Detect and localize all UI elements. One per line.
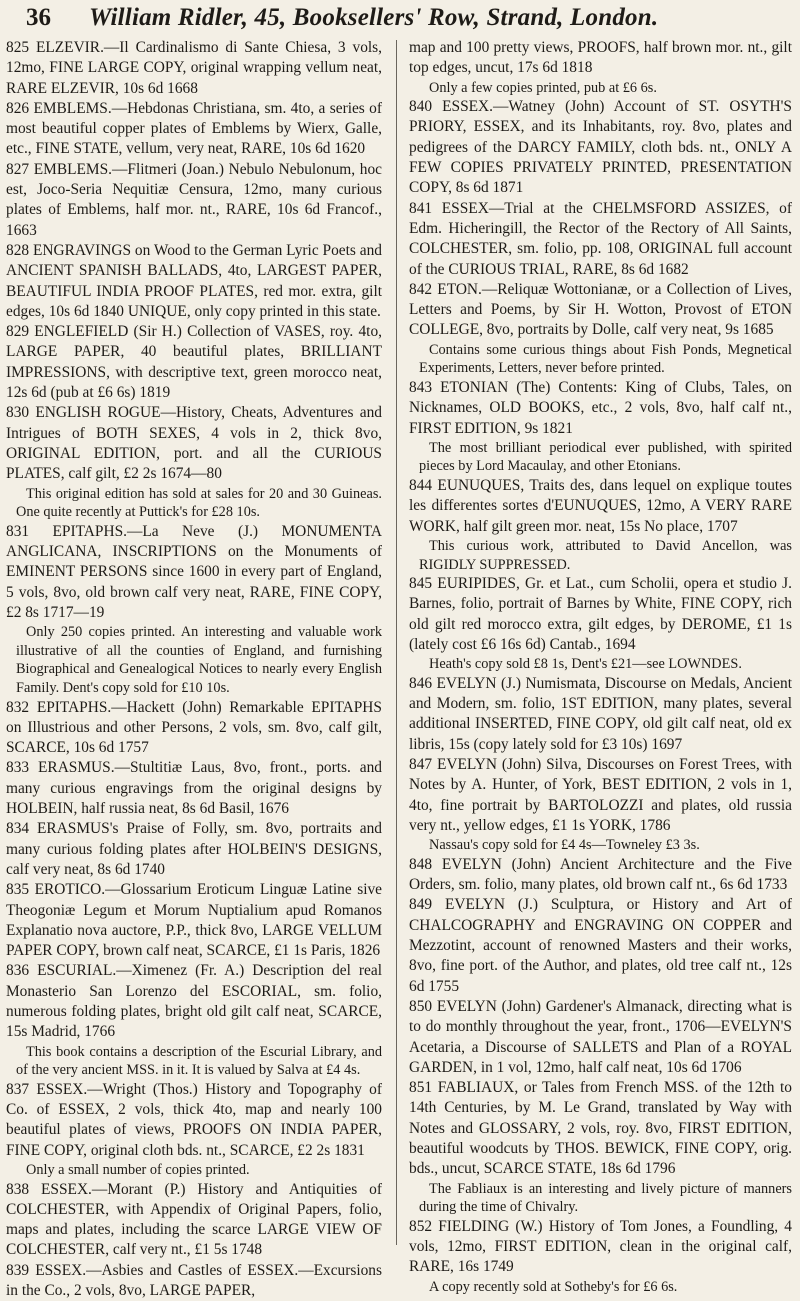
- entry-note: Contains some curious things about Fish Ponds, Megnetical Experiments, Letters, never before printed.: [419, 341, 792, 377]
- column-divider: [396, 40, 397, 1245]
- catalogue-entry: 844 EUNUQUES, Traits des, dans lequel on explique toutes les differentes sortes d'EUNUQUES, 12mo, A VERY RARE WORK, half gilt green mor. neat, 15s No place, 1707: [409, 477, 792, 535]
- entry-note: This book contains a description of the Escurial Library, and of the very ancient MSS. in it. It is valued by Salva at £4 4s.: [16, 1043, 382, 1079]
- catalogue-entry: 843 ETONIAN (The) Contents: King of Clubs, Tales, on Nicknames, OLD BOOKS, etc., 2 vols, 8vo, half calf nt., FIRST EDITION, 9s 1821: [409, 378, 792, 437]
- catalogue-entry: 846 EVELYN (J.) Numismata, Discourse on Medals, Ancient and Modern, sm. folio, 1ST EDITION, many plates, several additional INSERTED, FINE COPY, old gilt calf neat, old ex libris, 15s (copy lately sold for £3 10s) 1697: [409, 674, 792, 753]
- catalogue-entry: 835 EROTICO.—Glossarium Eroticum Linguæ Latine sive Theogoniæ Legum et Morum Nuptialium apud Romanos Explanatio nova auctore, P.P., thick 8vo, LARGE VELLUM PAPER COPY, brown calf neat, SCARCE, £1 1s Paris, 1826: [6, 881, 382, 960]
- entry-note: This curious work, attributed to David Ancellon, was RIGIDLY SUPPRESSED.: [419, 537, 792, 573]
- catalogue-entry: 837 ESSEX.—Wright (Thos.) History and Topography of Co. of ESSEX, 2 vols, thick 4to, map and nearly 100 beautiful plates of views, PROOFS ON INDIA PAPER, FINE COPY, original cloth bds. nt., SCARCE, £2 2s 1831: [6, 1080, 382, 1159]
- right-column: [409, 38, 792, 1295]
- page-number: 36: [26, 4, 51, 31]
- catalogue-entry: 828 ENGRAVINGS on Wood to the German Lyric Poets and ANCIENT SPANISH BALLADS, 4to, LARGEST PAPER, BEAUTIFUL INDIA PROOF PLATES, red mor. extra, gilt edges, 10s 6d 1840 UNIQUE, only copy printed in this state.: [6, 241, 382, 320]
- catalogue-entry: 852 FIELDING (W.) History of Tom Jones, a Foundling, 4 vols, 12mo, FIRST EDITION, clean in the original calf, RARE, 16s 1749: [409, 1217, 792, 1276]
- catalogue-entry: 847 EVELYN (John) Silva, Discourses on Forest Trees, with Notes by A. Hunter, of York, BEST EDITION, 2 vols in 1, 4to, fine portrait by BARTOLOZZI and plates, old russia very nt., yellow edges, £1 1s YORK, 1786: [409, 756, 792, 834]
- entry-note: A copy recently sold at Sotheby's for £6 6s.: [429, 1278, 678, 1295]
- catalogue-entry: 849 EVELYN (J.) Sculptura, or History and Art of CHALCOGRAPHY and ENGRAVING ON COPPER and Mezzotint, account of renowned Masters and their works, 8vo, fine port. of the Author, and plates, old tree calf nt., 12s 6d 1755: [409, 896, 792, 995]
- catalogue-entry: 830 ENGLISH ROGUE—History, Cheats, Adventures and Intrigues of BOTH SEXES, 4 vols in 2, thick 8vo, ORIGINAL EDITION, port. and all the CURIOUS PLATES, calf gilt, £2 2s 1674—80: [6, 404, 382, 483]
- catalogue-entry: 831 EPITAPHS.—La Neve (J.) MONUMENTA ANGLICANA, INSCRIPTIONS on the Monuments of EMINENT PERSONS since 1600 in every part of England, 5 vols, 8vo, old brown calf very neat, RARE, FINE COPY, £2 8s 1717—19: [6, 522, 382, 621]
- catalogue-entry: 827 EMBLEMS.—Flitmeri (Joan.) Nebulo Nebulonum, hoc est, Joco-Seria Nequitiæ Censura, 12mo, many curious plates of Emblems, half mor. nt., RARE, 10s 6d Francof., 1663: [6, 160, 382, 239]
- entry-note: Only a small number of copies printed.: [26, 1162, 250, 1178]
- catalogue-entry: 836 ESCURIAL.—Ximenez (Fr. A.) Description del real Monasterio San Lorenzo del ESCORIAL, sm. folio, numerous folding plates, bright old gilt calf neat, SCARCE, 15s Madrid, 1766: [6, 962, 382, 1041]
- catalogue-entry: 838 ESSEX.—Morant (P.) History and Antiquities of COLCHESTER, with Appendix of Original Papers, folio, maps and plates, including the scarce LARGE VIEW OF COLCHESTER, calf very nt., £1 5s 1748: [6, 1180, 382, 1259]
- catalogue-entry: 845 EURIPIDES, Gr. et Lat., cum Scholii, opera et studio J. Barnes, folio, portrait of Barnes by White, FINE COPY, rich old gilt red morocco extra, gilt edges, by DEROME, £1 1s (lately cost £6 16s 6d) Cantab., 1694: [409, 575, 792, 653]
- catalogue-entry: 841 ESSEX—Trial at the CHELMSFORD ASSIZES, of Edm. Hicheringill, the Rector of the Rectory of All Saints, COLCHESTER, sm. folio, pp. 108, ORIGINAL full account of the CURIOUS TRIAL, RARE, 8s 6d 1682: [409, 199, 792, 278]
- entry-note: Nassau's copy sold for £4 4s—Towneley £3 3s.: [429, 837, 700, 854]
- catalogue-entry: map and 100 pretty views, PROOFS, half brown mor. nt., gilt top edges, uncut, 17s 6d 1818: [409, 39, 792, 77]
- catalogue-entry: 840 ESSEX.—Watney (John) Account of ST. OSYTH'S PRIORY, ESSEX, and its Inhabitants, roy. 8vo, plates and pedigrees of the DARCY FAMILY, cloth bds. nt., ONLY A FEW COPIES PRIVATELY PRINTED, PRESENTATION COPY, 8s 6d 1871: [409, 98, 792, 197]
- entry-note: Only a few copies printed, pub at £6 6s.: [429, 79, 657, 96]
- catalogue-entry: 829 ENGLEFIELD (Sir H.) Collection of VASES, roy. 4to, LARGE PAPER, 40 beautiful plates, BRILLIANT IMPRESSIONS, with descriptive text, green morocco neat, 12s 6d (pub at £6 6s) 1819: [6, 323, 382, 402]
- catalogue-entry: 832 EPITAPHS.—Hackett (John) Remarkable EPITAPHS on Illustrious and other Persons, 2 vols, sm. 8vo, calf gilt, SCARCE, 10s 6d 1757: [6, 698, 382, 757]
- catalogue-entry: 848 EVELYN (John) Ancient Architecture and the Five Orders, sm. folio, many plates, old brown calf nt., 6s 6d 1733: [409, 855, 792, 894]
- entry-note: The Fabliaux is an interesting and lively picture of manners during the time of Chivalry.: [419, 1180, 792, 1216]
- entry-note: Only 250 copies printed. An interesting and valuable work illustrative of all the counties of England, and furnishing Biographical and Genealogical Notices to nearly every English Family. Dent's copy sold for £10 10s.: [16, 624, 382, 696]
- entry-note: Heath's copy sold £8 1s, Dent's £21—see LOWNDES.: [429, 656, 742, 673]
- catalogue-entry: 839 ESSEX.—Asbies and Castles of ESSEX.—Excursions in the Co., 2 vols, 8vo, LARGE PAPER,: [6, 1261, 382, 1300]
- catalogue-entry: 842 ETON.—Reliquæ Wottonianæ, or a Collection of Lives, Letters and Poems, by Sir H. Wotton, Provost of ETON COLLEGE, 8vo, portraits by Dolle, calf very neat, 9s 1685: [409, 280, 792, 339]
- catalogue-entry: 851 FABLIAUX, or Tales from French MSS. of the 12th to 14th Centuries, by M. Le Grand, translated by Way with Notes and GLOSSARY, 2 vols, roy. 8vo, FIRST EDITION, beautiful woodcuts by THOS. BEWICK, FINE COPY, orig. bds., uncut, SCARCE STATE, 18s 6d 1796: [409, 1079, 792, 1178]
- entry-note: The most brilliant periodical ever published, with spirited pieces by Lord Macaulay, and other Etonians.: [419, 439, 792, 475]
- page-header: [0, 0, 800, 40]
- catalogue-entry: 825 ELZEVIR.—Il Cardinalismo di Sante Chiesa, 3 vols, 12mo, FINE LARGE COPY, original wrapping vellum neat, RARE ELZEVIR, 10s 6d 1668: [6, 39, 382, 97]
- catalogue-entry: 833 ERASMUS.—Stultitiæ Laus, 8vo, front., ports. and many curious engravings from the original designs by HOLBEIN, half russia neat, 8s 6d Basil, 1676: [6, 759, 382, 818]
- catalogue-entry: 850 EVELYN (John) Gardener's Almanack, directing what is to do monthly throughout the year, front., 1706—EVELYN'S Acetaria, a Discourse of SALLETS and Plan of a ROYAL GARDEN, in 1 vol, 12mo, half calf neat, 10s 6d 1706: [409, 997, 792, 1076]
- left-column: [6, 38, 382, 1300]
- catalogue-entry: 826 EMBLEMS.—Hebdonas Christiana, sm. 4to, a series of most beautiful copper plates of Emblems by Wierx, Galle, etc., FINE STATE, vellum, very neat, RARE, 10s 6d 1620: [6, 99, 382, 158]
- catalogue-entry: 834 ERASMUS's Praise of Folly, sm. 8vo, portraits and many curious folding plates after HOLBEIN'S DESIGNS, calf very neat, 8s 6d 1740: [6, 820, 382, 878]
- running-head: William Ridler, 45, Booksellers' Row, Strand, London.: [89, 4, 659, 31]
- entry-note: This original edition has sold at sales for 20 and 30 Guineas. One quite recently at Puttick's for £28 10s.: [16, 485, 382, 521]
